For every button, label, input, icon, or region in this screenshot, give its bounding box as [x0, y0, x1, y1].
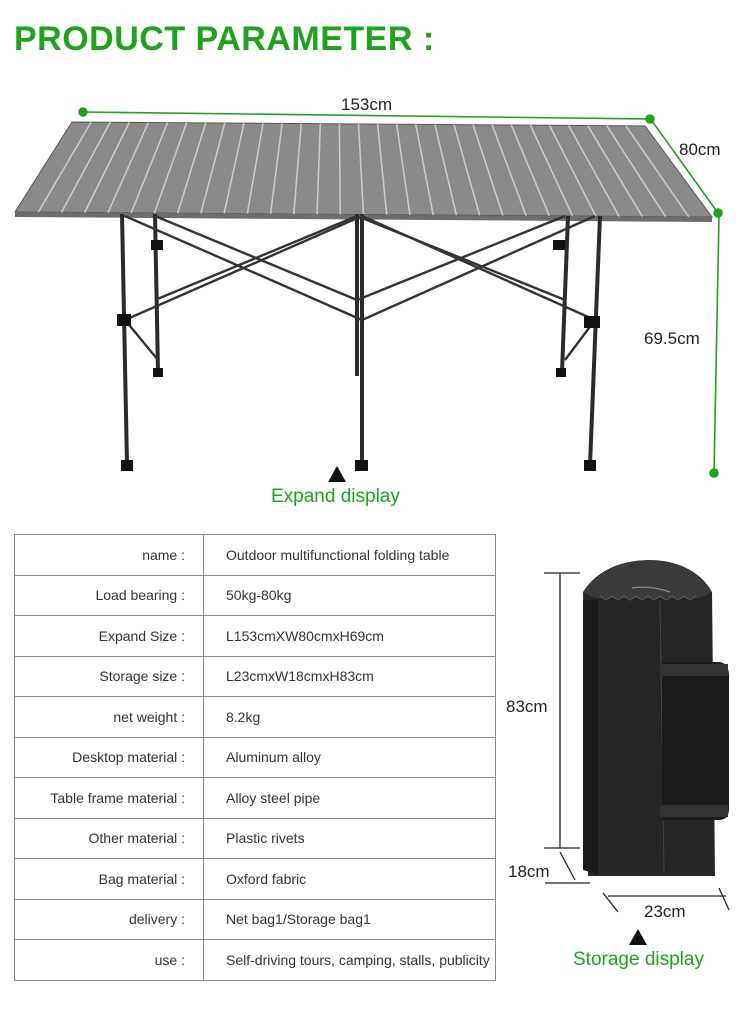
table-row	[15, 940, 496, 981]
page-title: PRODUCT PARAMETER :	[14, 20, 435, 58]
expand-display-caption: Expand display	[271, 486, 400, 507]
param-label: Bag material :	[15, 859, 204, 900]
param-label: use :	[15, 940, 204, 981]
param-label: Storage size :	[15, 656, 204, 697]
table-row	[15, 535, 496, 576]
bag-width-dimension: 23cm	[644, 902, 686, 921]
parameter-table	[14, 534, 496, 981]
table-row	[15, 899, 496, 940]
param-value: Net bag1/Storage bag1	[204, 899, 496, 940]
param-value: Aluminum alloy	[204, 737, 496, 778]
param-label: net weight :	[15, 697, 204, 738]
param-value: Alloy steel pipe	[204, 778, 496, 819]
param-label: name :	[15, 535, 204, 576]
param-label: Desktop material :	[15, 737, 204, 778]
table-row	[15, 818, 496, 859]
table-row	[15, 697, 496, 738]
bag-height-dimension: 83cm	[506, 697, 548, 716]
param-label: Table frame material :	[15, 778, 204, 819]
param-value: Outdoor multifunctional folding table	[204, 535, 496, 576]
triangle-marker-icon	[629, 929, 647, 945]
param-value: Plastic rivets	[204, 818, 496, 859]
length-dimension: 153cm	[341, 95, 393, 114]
triangle-marker-icon	[328, 466, 346, 482]
storage-display-caption: Storage display	[573, 949, 704, 970]
param-label: Expand Size :	[15, 616, 204, 657]
table-row	[15, 778, 496, 819]
table-row	[15, 859, 496, 900]
param-label: delivery :	[15, 899, 204, 940]
table-row	[15, 575, 496, 616]
param-value: L23cmxW18cmxH83cm	[204, 656, 496, 697]
param-label: Other material :	[15, 818, 204, 859]
param-value: Oxford fabric	[204, 859, 496, 900]
param-value: 50kg-80kg	[204, 575, 496, 616]
height-dimension: 69.5cm	[644, 329, 700, 348]
param-value: 8.2kg	[204, 697, 496, 738]
param-value: Self-driving tours, camping, stalls, publicity	[204, 940, 496, 981]
table-row	[15, 656, 496, 697]
width-dimension: 80cm	[679, 140, 721, 159]
bag-depth-dimension: 18cm	[508, 862, 550, 881]
param-value: L153cmXW80cmxH69cm	[204, 616, 496, 657]
table-row	[15, 616, 496, 657]
tabletop-slat	[339, 124, 340, 214]
table-row	[15, 737, 496, 778]
param-label: Load bearing :	[15, 575, 204, 616]
